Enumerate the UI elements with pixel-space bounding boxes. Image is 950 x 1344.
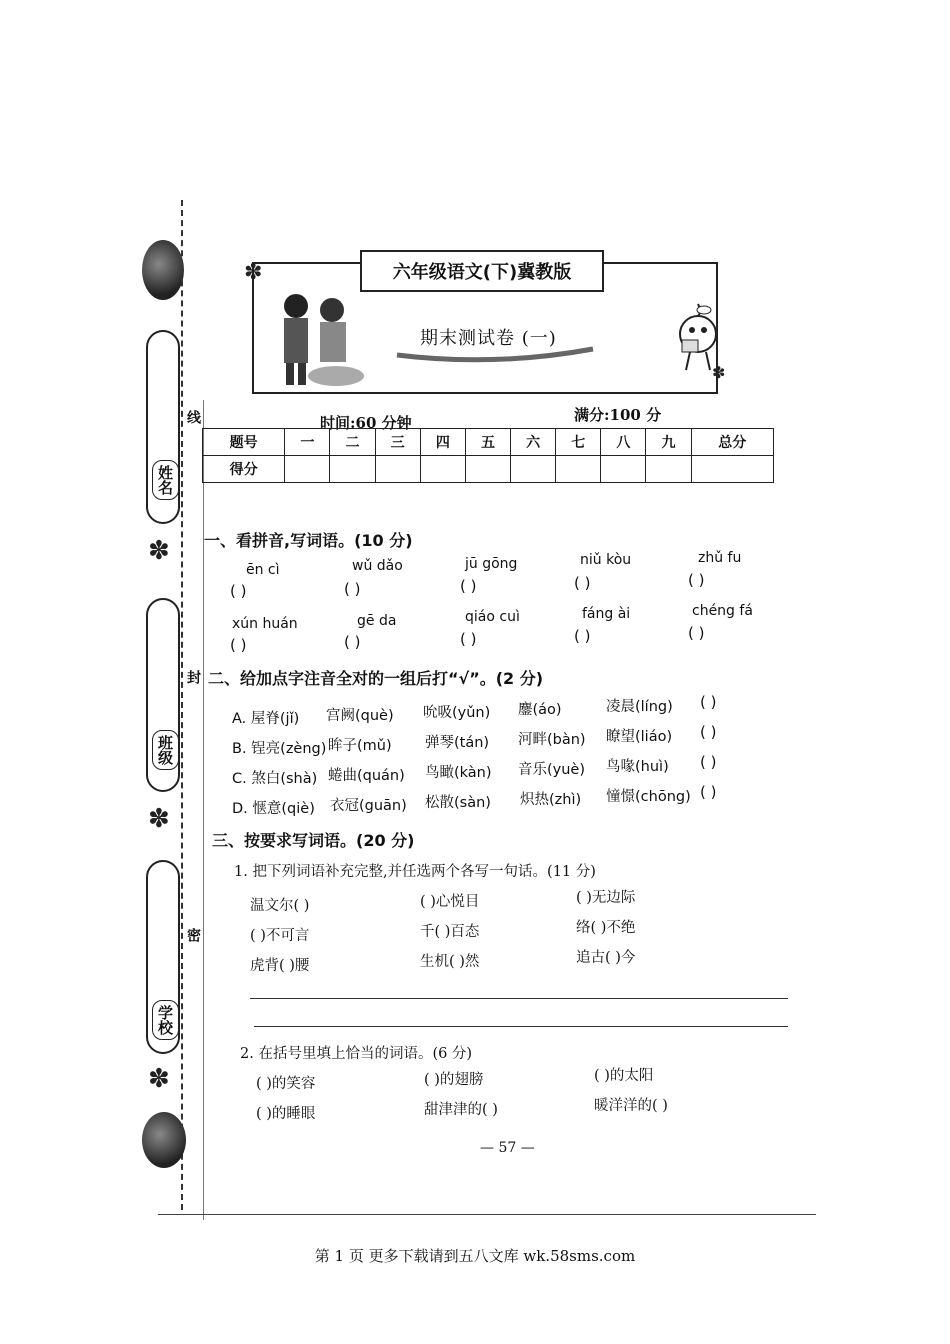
option-item: 蜷曲(quán) [328,768,405,784]
option-item: 憧憬(chōng) [606,789,691,805]
secret-label: 密 [185,928,201,942]
option-item: 吮吸(yǔn) [423,705,491,721]
score-input-cell[interactable] [465,456,510,483]
book-title: 六年级语文(下)冀教版 [392,262,572,283]
leaf-icon: ✽ [148,536,170,566]
table-cell: 四 [420,429,465,456]
full-score: 满分:100 分 [574,406,662,424]
table-cell: 题号 [203,429,285,456]
table-cell: 九 [646,429,691,456]
footer-download-note: 第 1 页 更多下载请到五八文库 wk.58sms.com [314,1247,636,1265]
exam-subtitle: 期末测试卷 (一) [420,328,557,349]
score-input-cell[interactable] [691,456,773,483]
idiom-blank[interactable]: 追古( )今 [576,950,636,966]
pinyin: zhǔ fu [698,550,742,566]
check-blank[interactable]: ( ) [700,783,717,801]
pinyin: xún huán [232,616,298,632]
option-item: 弹琴(tán) [425,735,490,751]
leaf-icon: ✽ [148,1064,170,1094]
answer-blank[interactable]: ( ) [460,630,477,648]
answer-blank[interactable]: ( ) [574,574,591,592]
score-input-cell[interactable] [375,456,420,483]
subquestion-2: 2. 在括号里填上恰当的词语。(6 分) [240,1046,473,1062]
table-cell: 三 [375,429,420,456]
table-cell: 总分 [691,429,773,456]
score-input-cell[interactable] [556,456,601,483]
answer-blank[interactable]: ( ) [344,633,361,651]
score-input-cell[interactable] [285,456,330,483]
option-item: 眸子(mǔ) [328,738,392,754]
idiom-blank[interactable]: 络( )不绝 [576,920,636,936]
subquestion-1: 1. 把下列词语补充完整,并任选两个各写一句话。(11 分) [234,864,596,880]
pinyin: wǔ dǎo [352,558,403,574]
score-input-cell[interactable] [646,456,691,483]
table-cell: 二 [330,429,375,456]
check-blank[interactable]: ( ) [700,693,717,711]
corner-decoration-bottom [142,1112,186,1168]
time-limit: 时间:60 分钟 [320,414,412,432]
pinyin: niǔ kòu [580,552,632,568]
binding-solid-line [203,400,204,1220]
class-label: 班级 [152,730,179,770]
answer-blank[interactable]: ( ) [574,627,591,645]
pinyin: jū gōng [465,556,518,572]
table-cell: 五 [465,429,510,456]
question-1-title: 一、看拼音,写词语。(10 分) [204,531,413,550]
table-cell: 七 [556,429,601,456]
idiom-blank[interactable]: 温文尔( ) [250,898,310,914]
sentence-writing-line[interactable] [250,998,788,999]
leaf-icon: ✽ [148,804,170,834]
apple-mascot-illustration [668,300,728,380]
school-label: 学校 [152,1000,179,1040]
answer-blank[interactable]: ( ) [460,577,477,595]
name-label: 姓名 [152,460,179,500]
check-blank[interactable]: ( ) [700,753,717,771]
question-3-title: 三、按要求写词语。(20 分) [212,831,415,850]
sentence-writing-line[interactable] [254,1026,788,1027]
corner-decoration-top [142,240,184,300]
table-cell: 一 [285,429,330,456]
idiom-blank[interactable]: 生机( )然 [420,954,480,970]
check-blank[interactable]: ( ) [700,723,717,741]
idiom-blank[interactable]: 千( )百态 [420,924,480,940]
phrase-blank[interactable]: ( )的笑容 [256,1076,316,1092]
option-item: 鸟喙(huì) [606,759,669,775]
option-item: C. 煞白(shà) [232,771,318,787]
score-input-cell[interactable] [330,456,375,483]
option-item: 音乐(yuè) [518,762,586,778]
score-table-score-row [203,456,774,483]
option-item: 鸟瞰(kàn) [425,765,492,781]
pinyin: fáng ài [582,606,631,622]
option-item: 宫阙(què) [326,708,394,724]
title-ribbon [360,250,604,292]
option-item: A. 屋脊(jǐ) [232,711,300,727]
option-item: 炽热(zhì) [520,792,582,808]
phrase-blank[interactable]: 甜津津的( ) [424,1102,498,1118]
answer-blank[interactable]: ( ) [230,636,247,654]
option-item: 河畔(bàn) [518,732,586,748]
phrase-blank[interactable]: ( )的翅膀 [424,1072,484,1088]
idiom-blank[interactable]: ( )无边际 [576,890,636,906]
option-item: 衣冠(guān) [330,798,407,814]
table-cell: 八 [601,429,646,456]
option-item: 瞭望(liáo) [606,729,673,745]
table-cell: 得分 [203,456,285,483]
idiom-blank[interactable]: 虎背( )腰 [250,958,310,974]
score-table-header-row [203,429,774,456]
option-item: 鏖(áo) [518,702,562,718]
score-input-cell[interactable] [420,456,465,483]
option-item: 松散(sàn) [425,795,491,811]
leaf-icon: ✽ [244,260,263,285]
idiom-blank[interactable]: ( )不可言 [250,928,310,944]
cut-line-label: 线 [185,410,201,424]
swoosh-decoration [395,345,595,365]
phrase-blank[interactable]: 暖洋洋的( ) [594,1098,668,1114]
idiom-blank[interactable]: ( )心悦目 [420,894,480,910]
page-number: — 57 — [480,1140,535,1156]
answer-blank[interactable]: ( ) [688,571,705,589]
phrase-blank[interactable]: ( )的睡眼 [256,1106,316,1122]
question-2-title: 二、给加点字注音全对的一组后打“√”。(2 分) [208,669,544,688]
score-input-cell[interactable] [601,456,646,483]
pinyin: chéng fá [692,603,753,619]
svg-text:✽: ✽ [712,363,726,380]
option-item: 凌晨(líng) [606,699,673,715]
pinyin: ēn cì [246,562,280,578]
answer-blank[interactable]: ( ) [344,580,361,598]
seal-label: 封 [185,670,201,684]
children-illustration [266,288,366,388]
option-item: B. 锃亮(zèng) [232,741,327,757]
answer-blank[interactable]: ( ) [688,624,705,642]
bottom-rule [158,1214,816,1215]
binding-dashed-line [181,200,183,1210]
answer-blank[interactable]: ( ) [230,582,247,600]
table-cell: 六 [511,429,556,456]
score-table [202,428,774,483]
pinyin: gē da [357,613,397,629]
score-input-cell[interactable] [511,456,556,483]
option-item: D. 惬意(qiè) [232,801,315,817]
pinyin: qiáo cuì [465,609,520,625]
phrase-blank[interactable]: ( )的太阳 [594,1068,654,1084]
